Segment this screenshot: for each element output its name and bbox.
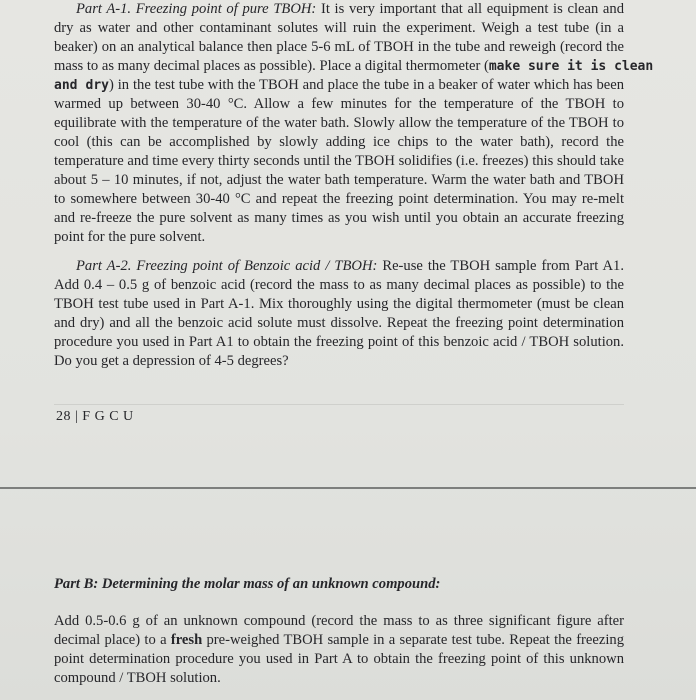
- text-line: [54, 276, 624, 295]
- text-line: [54, 650, 624, 669]
- text-segment: Add 0.4 – 0.5 g of benzoic acid (record the mass to as many decimal places as possible) to the: [54, 277, 624, 293]
- text-segment: decimal place) to a: [54, 632, 171, 648]
- section-title: Part A-1. Freezing point of pure TBOH:: [76, 1, 317, 17]
- text-segment: dry as water and other contaminant solutes will ruin the experiment. Weigh a test tube (in a: [54, 20, 624, 36]
- text-line: [54, 95, 624, 114]
- text-segment: beaker) on an analytical balance then place 5-6 mL of TBOH in the tube and reweigh (record the: [54, 39, 624, 55]
- part-a1-paragraph: [54, 0, 654, 247]
- text-line: [54, 57, 654, 76]
- text-segment: and re-freeze the pure solvent as many times as you wish until you obtain an accurate freezing: [54, 210, 624, 226]
- text-line: [54, 612, 624, 631]
- text-segment: Add 0.5-0.6 g of an unknown compound (record the mass to as three significant figure after: [54, 613, 624, 629]
- text-segment: point for the pure solvent.: [54, 229, 206, 245]
- emphasis-text: make sure it is clean: [488, 59, 654, 74]
- text-segment: point determination procedure you used in Part A to obtain the freezing point of this unknown: [54, 651, 624, 667]
- text-line: [54, 190, 624, 209]
- text-segment: Do you get a depression of 4-5 degrees?: [54, 353, 289, 369]
- part-a2-paragraph: [54, 257, 624, 371]
- text-segment: equilibrate with the temperature of the water bath. Slowly allow the temperature of the TBOH to: [54, 115, 624, 131]
- text-line: [54, 209, 624, 228]
- text-segment: pre-weighed TBOH sample in a separate test tube. Repeat the freezing: [202, 632, 624, 648]
- text-line: [54, 314, 624, 333]
- text-line: [54, 669, 624, 688]
- emphasis-text: fresh: [170, 632, 203, 648]
- text-line: [54, 0, 624, 19]
- text-segment: to somewhere between 30-40 °C and repeat the freezing point determination. You may re-melt: [54, 191, 624, 207]
- text-line: [54, 114, 624, 133]
- page-divider: [0, 487, 696, 489]
- text-segment: mass to as many decimal places as possible). Place a digital thermometer (: [54, 58, 489, 74]
- text-line: [54, 333, 624, 352]
- section-title: Part A-2. Freezing point of Benzoic acid / TBOH:: [76, 258, 378, 274]
- text-line: [54, 152, 624, 171]
- text-segment: cool (this can be accomplished by slowly adding ice chips to the water bath), record the: [54, 134, 624, 150]
- text-line: [54, 257, 624, 276]
- text-segment: temperature and time every thirty seconds until the TBOH solidifies (i.e. freezes) this should take: [54, 153, 624, 169]
- text-line: [54, 171, 624, 190]
- text-segment: warmed up between 30-40 °C. Allow a few minutes for the temperature of the TBOH to: [54, 96, 624, 112]
- text-segment: ) in the test tube with the TBOH and place the tube in a beaker of water which has been: [109, 77, 624, 93]
- text-line: [54, 76, 624, 95]
- text-segment: It is very important that all equipment is clean and: [316, 1, 624, 17]
- text-segment: TBOH test tube used in Part A-1. Mix thoroughly using the digital thermometer (must be clean: [54, 296, 624, 312]
- text-line: [54, 352, 624, 371]
- text-segment: Re-use the TBOH sample from Part A1.: [377, 258, 624, 274]
- text-segment: compound / TBOH solution.: [54, 670, 221, 686]
- text-line: [54, 631, 624, 650]
- text-segment: procedure you used in Part A1 to obtain the freezing point of this benzoic acid / TBOH solution.: [54, 334, 624, 350]
- page-footer: 28 | F G C U: [56, 409, 134, 424]
- text-line: [54, 133, 624, 152]
- text-segment: and dry) and all the benzoic acid solute must dissolve. Repeat the freezing point determination: [54, 315, 624, 331]
- part-b-heading: Part B: Determining the molar mass of an unknown compound:: [54, 576, 441, 592]
- text-line: [54, 228, 624, 247]
- text-segment: about 5 – 10 minutes, if not, adjust the water bath temperature. Warm the water bath and TBOH: [54, 172, 624, 188]
- emphasis-text: and dry: [54, 78, 110, 93]
- text-line: [54, 295, 624, 314]
- footer-rule: [54, 404, 624, 405]
- text-line: [54, 19, 624, 38]
- text-line: [54, 38, 624, 57]
- part-b-paragraph: [54, 612, 624, 688]
